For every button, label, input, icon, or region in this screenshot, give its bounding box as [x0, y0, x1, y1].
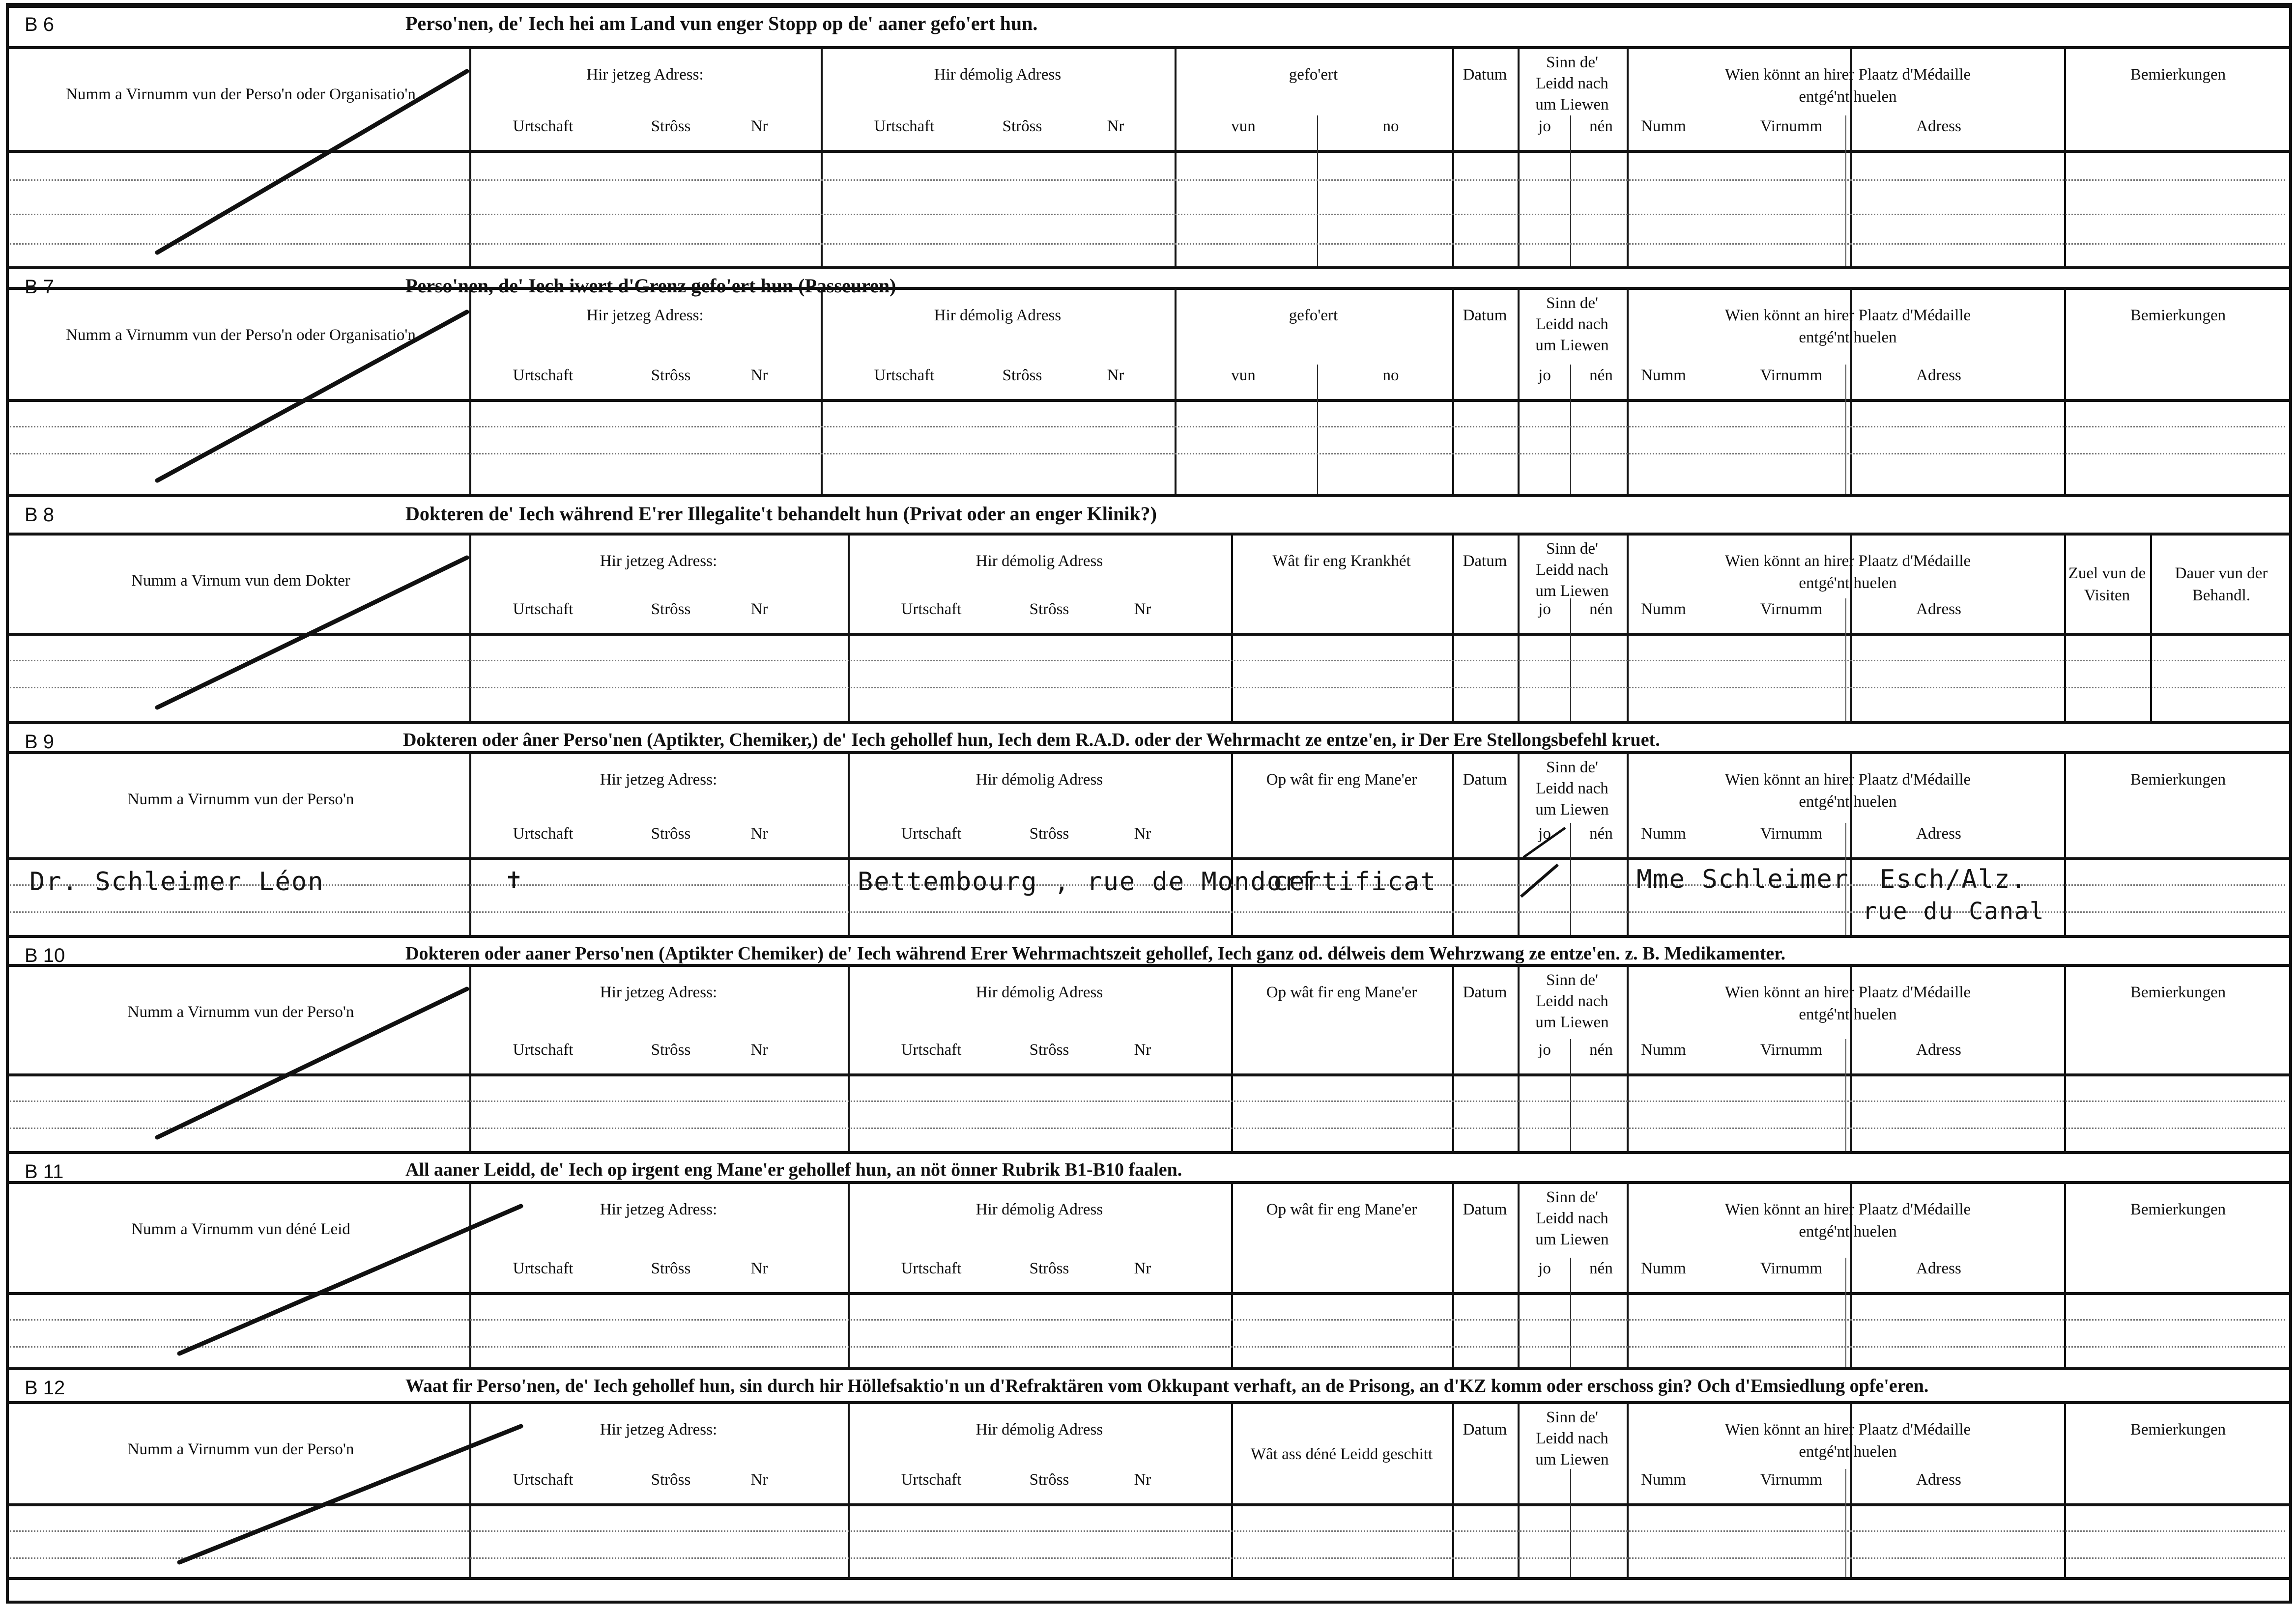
- stross-label: Strôss: [1029, 1041, 1069, 1059]
- b9-name-entry: Dr. Schleimer Léon: [29, 867, 324, 897]
- urtschaft-label: Urtschaft: [901, 1260, 962, 1277]
- medal-recipient-header: Wien könnt an hirer Plaatz d'Médaille: [1724, 771, 1971, 789]
- medal-recipient-header: Wien könnt an hirer Plaatz d'Médaille: [1724, 552, 1971, 570]
- bottom-rule: [6, 1577, 2292, 1580]
- no-label: nén: [1589, 367, 1613, 384]
- entry-line: [10, 1128, 2285, 1129]
- um-liewen-header: um Liewen: [1535, 801, 1609, 818]
- leidd-nach-header: Leidd nach: [1536, 315, 1608, 333]
- um-liewen-header: um Liewen: [1535, 582, 1609, 600]
- medal-recipient-header-2: entgé'nt huelen: [1799, 1223, 1897, 1241]
- current-address-header: Hir jetzeg Adress:: [600, 771, 718, 789]
- adress-divider: [1845, 1258, 1846, 1368]
- medal-recipient-header: Wien könnt an hirer Plaatz d'Médaille: [1724, 307, 1971, 324]
- section-title: Waat fir Perso'nen, de' Iech gehollef hun, sin durch hir Höllefsaktio'n un d'Refraktären vom Okkupant verhaft, an de Prisong, an d'KZ komm oder erschoss gin? Och d'Emsiedlung opfe'eren.: [405, 1376, 1929, 1396]
- nr-label: Nr: [1107, 117, 1124, 135]
- um-liewen-header: um Liewen: [1535, 96, 1609, 113]
- current-address-header: Hir jetzeg Adress:: [586, 307, 704, 324]
- remarks-header: Bemierkungen: [2130, 1421, 2226, 1439]
- section-rule: [6, 1151, 2292, 1154]
- b9-recipient-address-entry: Esch/Alz.: [1880, 865, 2027, 894]
- section-label: B 12: [25, 1377, 65, 1399]
- numm-label: Numm: [1641, 1260, 1686, 1277]
- section-rule: [6, 494, 2292, 497]
- stross-label: Strôss: [1002, 367, 1042, 384]
- nr-label: Nr: [1134, 1260, 1151, 1277]
- section-title: Perso'nen, de' Iech iwert d'Grenz gefo'ert hun (Passeuren): [405, 275, 896, 297]
- virnumm-label: Virnumm: [1760, 367, 1823, 384]
- header-rule: [6, 633, 2292, 636]
- medal-recipient-header-2: entgé'nt huelen: [1799, 1006, 1897, 1023]
- leidd-nach-header: Leidd nach: [1536, 780, 1608, 797]
- medal-recipient-header-2: entgé'nt huelen: [1799, 793, 1897, 811]
- virnumm-label: Virnumm: [1760, 1260, 1823, 1277]
- numm-label: Numm: [1641, 367, 1686, 384]
- stross-label: Strôss: [651, 1260, 691, 1277]
- column-divider: [1231, 1404, 1233, 1577]
- date-header: Datum: [1463, 66, 1507, 84]
- current-address-header: Hir jetzeg Adress:: [600, 1201, 718, 1218]
- virnumm-label: Virnumm: [1760, 825, 1823, 843]
- urtschaft-label: Urtschaft: [874, 117, 935, 135]
- yes-label: jo: [1538, 367, 1551, 384]
- column-divider: [2150, 536, 2152, 722]
- former-address-header: Hir démolig Adress: [934, 307, 1062, 324]
- stross-label: Strôss: [651, 367, 691, 384]
- numm-label: Numm: [1641, 825, 1686, 843]
- from-label: vun: [1231, 367, 1256, 384]
- leidd-nach-header: Leidd nach: [1536, 75, 1608, 92]
- virnumm-label: Virnumm: [1760, 1041, 1823, 1059]
- medal-recipient-header: Wien könnt an hirer Plaatz d'Médaille: [1724, 1421, 1971, 1439]
- date-header: Datum: [1463, 771, 1507, 789]
- no-label: nén: [1589, 1260, 1613, 1277]
- urtschaft-label: Urtschaft: [874, 367, 935, 384]
- virnumm-label: Virnumm: [1760, 117, 1823, 135]
- entry-line: [10, 1319, 2285, 1321]
- stross-label: Strôss: [1029, 1471, 1069, 1489]
- leidd-nach-header: Leidd nach: [1536, 992, 1608, 1010]
- title-rule: [6, 46, 2292, 49]
- leidd-nach-header: Leidd nach: [1536, 1430, 1608, 1447]
- um-liewen-header: um Liewen: [1535, 1231, 1609, 1248]
- date-header: Datum: [1463, 1421, 1507, 1439]
- adress-label: Adress: [1916, 1041, 1961, 1059]
- adress-divider: [1845, 365, 1846, 495]
- b9-manner-entry: certificat: [1273, 867, 1437, 897]
- header-rule: [6, 857, 2292, 860]
- entry-line: [10, 243, 2285, 245]
- former-address-header: Hir démolig Adress: [976, 1201, 1103, 1218]
- nr-label: Nr: [750, 600, 768, 618]
- jo-nen-divider: [1570, 1039, 1571, 1152]
- yes-label: jo: [1538, 1041, 1551, 1059]
- section-rule: [6, 1367, 2292, 1370]
- title-rule: [6, 1401, 2292, 1404]
- medal-recipient-header-2: entgé'nt huelen: [1799, 88, 1897, 106]
- former-address-header: Hir démolig Adress: [976, 984, 1103, 1001]
- entry-line: [10, 1100, 2285, 1102]
- urtschaft-label: Urtschaft: [513, 117, 574, 135]
- urtschaft-label: Urtschaft: [513, 825, 574, 843]
- section-label: B 11: [25, 1161, 64, 1183]
- name-column-header: Numm a Virnum vun dem Dokter: [131, 572, 350, 590]
- name-column-header: Numm a Virnumm vun der Perso'n: [127, 1003, 354, 1021]
- urtschaft-label: Urtschaft: [901, 600, 962, 618]
- date-header: Datum: [1463, 552, 1507, 570]
- date-header: Datum: [1463, 307, 1507, 324]
- name-column-header: Numm a Virnumm vun der Perso'n oder Organisatio'n: [66, 85, 416, 103]
- section-label: B 9: [25, 731, 55, 753]
- what-happened-header: Wât ass déné Leidd geschitt: [1250, 1445, 1433, 1463]
- visits-header: Zuel vun de Visiten: [2068, 564, 2146, 604]
- numm-label: Numm: [1641, 600, 1686, 618]
- adress-label: Adress: [1916, 1471, 1961, 1489]
- medal-recipient-header: Wien könnt an hirer Plaatz d'Médaille: [1724, 984, 1971, 1001]
- entry-line: [10, 1346, 2285, 1348]
- yes-label: jo: [1538, 1260, 1551, 1277]
- stross-label: Strôss: [651, 600, 691, 618]
- sinn-de-header: Sinn de': [1546, 759, 1598, 776]
- manner-header: Op wât fir eng Mane'er: [1266, 984, 1417, 1001]
- b9-current-address-entry: ✝: [506, 865, 523, 894]
- section-title: Dokteren oder aaner Perso'nen (Aptikter Chemiker) de' Iech während Erer Wehrmachtszeit gehollef, Iech ganz od. délweis dem Wehrzwang ze entze'en. z. B. Medikamenter.: [405, 943, 1786, 964]
- former-address-header: Hir démolig Adress: [934, 66, 1062, 84]
- section-rule: [6, 721, 2292, 724]
- sinn-de-header: Sinn de': [1546, 1409, 1598, 1426]
- to-label: no: [1382, 367, 1399, 384]
- name-column-header: Numm a Virnumm vun der Perso'n: [127, 1440, 354, 1458]
- title-rule: [6, 533, 2292, 536]
- adress-label: Adress: [1916, 1260, 1961, 1277]
- sinn-de-header: Sinn de': [1546, 1188, 1598, 1206]
- nr-label: Nr: [750, 367, 768, 384]
- um-liewen-header: um Liewen: [1535, 1451, 1609, 1468]
- remarks-header: Bemierkungen: [2130, 1201, 2226, 1218]
- virnumm-label: Virnumm: [1760, 1471, 1823, 1489]
- no-label: nén: [1589, 825, 1613, 843]
- urtschaft-label: Urtschaft: [901, 1471, 962, 1489]
- medal-recipient-header-2: entgé'nt huelen: [1799, 574, 1897, 592]
- entry-line: [10, 214, 2285, 215]
- illness-header: Wât fir eng Krankhét: [1272, 552, 1411, 570]
- nr-label: Nr: [750, 1260, 768, 1277]
- numm-label: Numm: [1641, 1471, 1686, 1489]
- no-label: nén: [1589, 600, 1613, 618]
- header-rule: [6, 1073, 2292, 1076]
- numm-label: Numm: [1641, 117, 1686, 135]
- adress-label: Adress: [1916, 600, 1961, 618]
- urtschaft-label: Urtschaft: [901, 1041, 962, 1059]
- nr-label: Nr: [1134, 600, 1151, 618]
- yes-label: jo: [1538, 825, 1551, 843]
- section-label: B 8: [25, 504, 55, 526]
- title-rule: [6, 1181, 2292, 1184]
- nr-label: Nr: [750, 1041, 768, 1059]
- remarks-header: Bemierkungen: [2130, 66, 2226, 84]
- stross-label: Strôss: [651, 825, 691, 843]
- nr-label: Nr: [1134, 1041, 1151, 1059]
- section-title: Dokteren de' Iech während E'rer Illegalite't behandelt hun (Privat oder an enger Klinik?): [405, 503, 1157, 525]
- b9-recipient-address-entry-2: rue du Canal: [1863, 898, 2045, 925]
- former-address-header: Hir démolig Adress: [976, 1421, 1103, 1439]
- section-rule: [6, 5, 2292, 8]
- entry-line: [10, 1557, 2285, 1559]
- jo-nen-divider: [1570, 365, 1571, 495]
- nr-label: Nr: [750, 825, 768, 843]
- stross-label: Strôss: [1002, 117, 1042, 135]
- jo-nen-divider: [1570, 1469, 1571, 1577]
- medal-recipient-header-2: entgé'nt huelen: [1799, 329, 1897, 346]
- adress-divider: [1845, 1039, 1846, 1152]
- from-label: vun: [1231, 117, 1256, 135]
- transported-header: gefo'ert: [1289, 66, 1338, 84]
- jo-nen-divider: [1570, 823, 1571, 936]
- current-address-header: Hir jetzeg Adress:: [600, 552, 718, 570]
- sinn-de-header: Sinn de': [1546, 971, 1598, 989]
- to-label: no: [1382, 117, 1399, 135]
- header-rule: [6, 150, 2292, 153]
- entry-line: [10, 426, 2285, 427]
- remarks-header: Bemierkungen: [2130, 771, 2226, 789]
- section-rule: [6, 935, 2292, 938]
- urtschaft-label: Urtschaft: [901, 825, 962, 843]
- current-address-header: Hir jetzeg Adress:: [586, 66, 704, 84]
- adress-divider: [1845, 1469, 1846, 1577]
- section-title: All aaner Leidd, de' Iech op irgent eng Mane'er gehollef hun, an nöt önner Rubrik B1-B10 faalen.: [405, 1159, 1182, 1180]
- remarks-header: Bemierkungen: [2130, 307, 2226, 324]
- stross-label: Strôss: [1029, 825, 1069, 843]
- stross-label: Strôss: [651, 117, 691, 135]
- section-title: Perso'nen, de' Iech hei am Land vun enger Stopp op de' aaner gefo'ert hun.: [405, 12, 1038, 34]
- entry-line: [10, 687, 2285, 688]
- title-rule: [6, 287, 2292, 290]
- header-rule: [6, 1292, 2292, 1295]
- treatment-duration-header: Dauer vun der Behandl.: [2175, 564, 2268, 604]
- former-address-header: Hir démolig Adress: [976, 771, 1103, 789]
- um-liewen-header: um Liewen: [1535, 1014, 1609, 1031]
- um-liewen-header: um Liewen: [1535, 337, 1609, 354]
- virnumm-label: Virnumm: [1760, 600, 1823, 618]
- no-label: nén: [1589, 1041, 1613, 1059]
- stross-label: Strôss: [1029, 600, 1069, 618]
- yes-label: jo: [1538, 117, 1551, 135]
- section-label: B 10: [25, 945, 65, 966]
- b9-former-address-entry: Bettembourg , rue de Mondorf: [858, 867, 1316, 897]
- date-header: Datum: [1463, 1201, 1507, 1218]
- current-address-header: Hir jetzeg Adress:: [600, 1421, 718, 1439]
- vun-no-divider: [1317, 365, 1318, 495]
- urtschaft-label: Urtschaft: [513, 1260, 574, 1277]
- remarks-header: Bemierkungen: [2130, 984, 2226, 1001]
- title-rule: [6, 964, 2292, 967]
- name-column-header: Numm a Virnumm vun déné Leid: [131, 1220, 350, 1238]
- nr-label: Nr: [1134, 825, 1151, 843]
- urtschaft-label: Urtschaft: [513, 600, 574, 618]
- urtschaft-label: Urtschaft: [513, 1041, 574, 1059]
- entry-line: [10, 453, 2285, 454]
- entry-line: [10, 179, 2285, 181]
- sinn-de-header: Sinn de': [1546, 294, 1598, 312]
- former-address-header: Hir démolig Adress: [976, 552, 1103, 570]
- sinn-de-header: Sinn de': [1546, 540, 1598, 558]
- no-label: nén: [1589, 117, 1613, 135]
- name-column-header: Numm a Virnumm vun der Perso'n oder Organisatio'n: [66, 326, 416, 344]
- medal-recipient-header-2: entgé'nt huelen: [1799, 1443, 1897, 1461]
- nr-label: Nr: [750, 117, 768, 135]
- transported-header: gefo'ert: [1289, 307, 1338, 324]
- adress-label: Adress: [1916, 367, 1961, 384]
- leidd-nach-header: Leidd nach: [1536, 561, 1608, 579]
- name-column-header: Numm a Virnumm vun der Perso'n: [127, 790, 354, 808]
- stross-label: Strôss: [651, 1471, 691, 1489]
- header-rule: [6, 1503, 2292, 1506]
- section-label: B 7: [25, 276, 55, 298]
- entry-line: [10, 660, 2285, 661]
- adress-label: Adress: [1916, 825, 1961, 843]
- sinn-de-header: Sinn de': [1546, 54, 1598, 71]
- header-rule: [6, 399, 2292, 402]
- section-title: Dokteren oder âner Perso'nen (Aptikter, Chemiker,) de' Iech gehollef hun, Iech dem R.A.D. oder der Wehrmacht ze entze'en, ir Der Ere Stellongsbefehl kruet.: [403, 730, 1660, 750]
- stross-label: Strôss: [1029, 1260, 1069, 1277]
- yes-label: jo: [1538, 600, 1551, 618]
- manner-header: Op wât fir eng Mane'er: [1266, 771, 1417, 789]
- entry-line: [10, 1530, 2285, 1532]
- urtschaft-label: Urtschaft: [513, 367, 574, 384]
- adress-label: Adress: [1916, 117, 1961, 135]
- b9-recipient-name-entry: Mme Schleimer: [1636, 865, 1849, 894]
- current-address-header: Hir jetzeg Adress:: [600, 984, 718, 1001]
- manner-header: Op wât fir eng Mane'er: [1266, 1201, 1417, 1218]
- medal-recipient-header: Wien könnt an hirer Plaatz d'Médaille: [1724, 66, 1971, 84]
- nr-label: Nr: [1107, 367, 1124, 384]
- stross-label: Strôss: [651, 1041, 691, 1059]
- date-header: Datum: [1463, 984, 1507, 1001]
- numm-label: Numm: [1641, 1041, 1686, 1059]
- nr-label: Nr: [1134, 1471, 1151, 1489]
- medal-recipient-header: Wien könnt an hirer Plaatz d'Médaille: [1724, 1201, 1971, 1218]
- title-rule: [6, 751, 2292, 754]
- urtschaft-label: Urtschaft: [513, 1471, 574, 1489]
- section-rule: [6, 266, 2292, 269]
- nr-label: Nr: [750, 1471, 768, 1489]
- jo-nen-divider: [1570, 1258, 1571, 1368]
- section-label: B 6: [25, 14, 55, 35]
- leidd-nach-header: Leidd nach: [1536, 1210, 1608, 1227]
